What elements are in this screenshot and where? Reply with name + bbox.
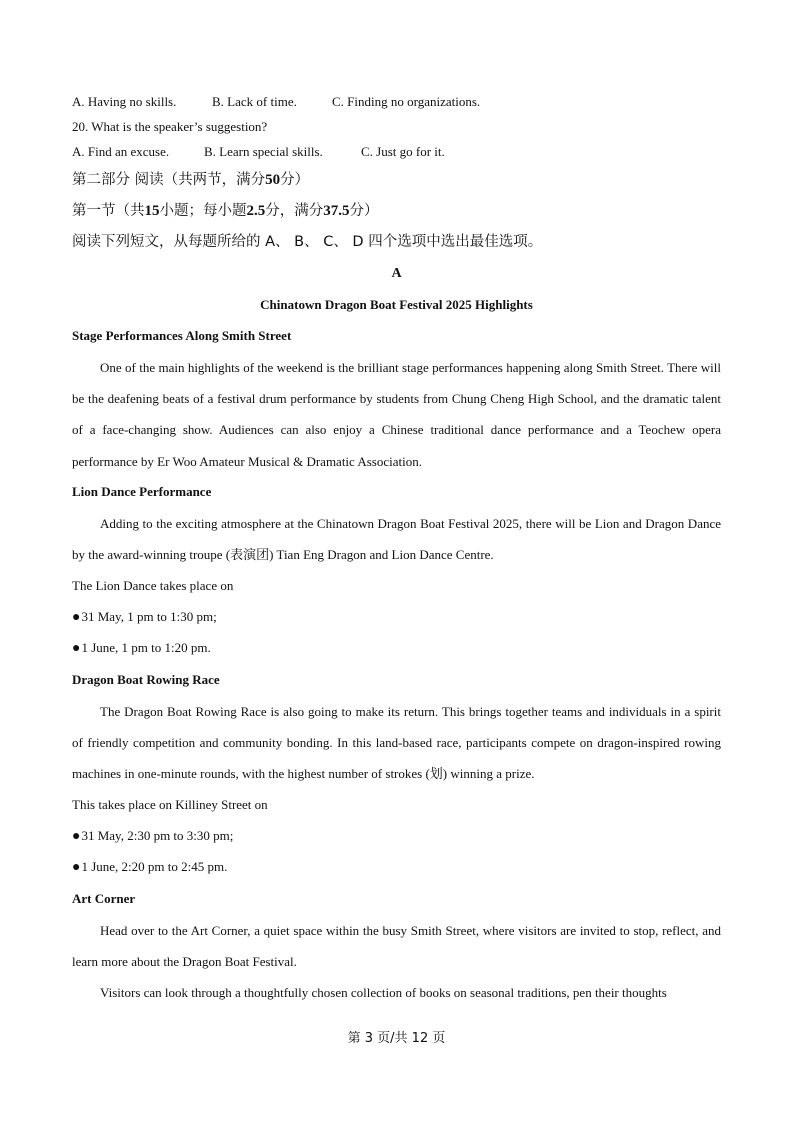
lion-time-2 [72,640,721,657]
art-heading: Art Corner [72,891,136,906]
passage-title: Chinatown Dragon Boat Festival 2025 Highlights [260,297,533,312]
part-label: 第二部分 [72,172,130,188]
sub-suffix: 分） [349,203,379,219]
section-sub-heading [72,201,721,221]
q20-option-a: A. Find an excuse. [72,144,170,159]
lion-time-1 [72,609,721,626]
lion-paragraph: Adding to the exciting atmosphere at the Chinatown Dragon Boat Festival 2025, there will be Lion and Dragon Dance by the award-winning troupe (表演团) Tian Eng Dragon and Lion Dance Centre. [72,516,721,563]
sub-label: 第一节（共 [72,203,145,219]
q20-question: 20. What is the speaker’s suggestion? [72,119,268,134]
sub-total-label: 分，满分 [265,203,324,219]
race-time-1 [72,828,721,845]
passage-letter: A [391,266,402,281]
sub-each-score: 2.5 [246,203,266,219]
bullet-icon: ● [72,610,81,625]
lion-when: The Lion Dance takes place on [72,578,234,593]
part-desc: 阅读（共两节，满分 [134,172,266,188]
sub-each-label: 小题；每小题 [159,203,247,219]
race-when: This takes place on Killiney Street on [72,797,268,812]
q19-option-b: B. Lack of time. [212,94,297,109]
bullet-icon: ● [72,829,81,844]
part-score: 50 [265,172,281,188]
race-heading: Dragon Boat Rowing Race [72,672,220,687]
race-time-2-text: 1 June, 2:20 pm to 2:45 pm. [81,859,228,874]
q20-option-c: C. Just go for it. [361,144,445,159]
q19-option-a: A. Having no skills. [72,94,177,109]
section-instruction: 阅读下列短文，从每题所给的 A、 B、 C、 D 四个选项中选出最佳选项。 [72,234,543,250]
q19-option-c: C. Finding no organizations. [332,94,481,109]
q20-options [72,144,721,160]
lion-heading: Lion Dance Performance [72,484,212,499]
sub-count: 15 [144,203,160,219]
lion-time-1-text: 31 May, 1 pm to 1:30 pm; [81,609,217,624]
q19-options [72,94,721,110]
stage-heading: Stage Performances Along Smith Street [72,328,292,343]
page-footer: 第 3 页/共 12 页 [347,1031,446,1046]
lion-time-2-text: 1 June, 1 pm to 1:20 pm. [81,640,211,655]
bullet-icon: ● [72,860,81,875]
art-paragraph-1: Head over to the Art Corner, a quiet space within the busy Smith Street, where visitors are invited to stop, reflect, and learn more about the Dragon Boat Festival. [72,923,721,970]
part-suffix: 分） [280,172,310,188]
race-paragraph: The Dragon Boat Rowing Race is also going to make its return. This brings together teams and individuals in a spirit of friendly competition and community bonding. In this land-based race, participants compete on dragon-inspired rowing machines in one-minute rounds, with the highest number of strokes (划) winning a prize. [72,704,721,782]
stage-paragraph: One of the main highlights of the weekend is the brilliant stage performances happening along Smith Street. There will be the deafening beats of a festival drum performance by students from Chung Cheng High School, and the dramatic talent of a face-changing show. Audiences can also enjoy a Chinese traditional dance performance and a Teochew opera performance by Er Woo Amateur Musical & Dramatic Association. [72,360,721,469]
race-time-2 [72,859,721,876]
q20-option-b: B. Learn special skills. [204,144,323,159]
sub-total-score: 37.5 [323,203,350,219]
race-time-1-text: 31 May, 2:30 pm to 3:30 pm; [81,828,234,843]
bullet-icon: ● [72,641,81,656]
art-paragraph-2: Visitors can look through a thoughtfully chosen collection of books on seasonal traditions, pen their thoughts [100,985,667,1000]
section-part-heading [72,170,721,190]
